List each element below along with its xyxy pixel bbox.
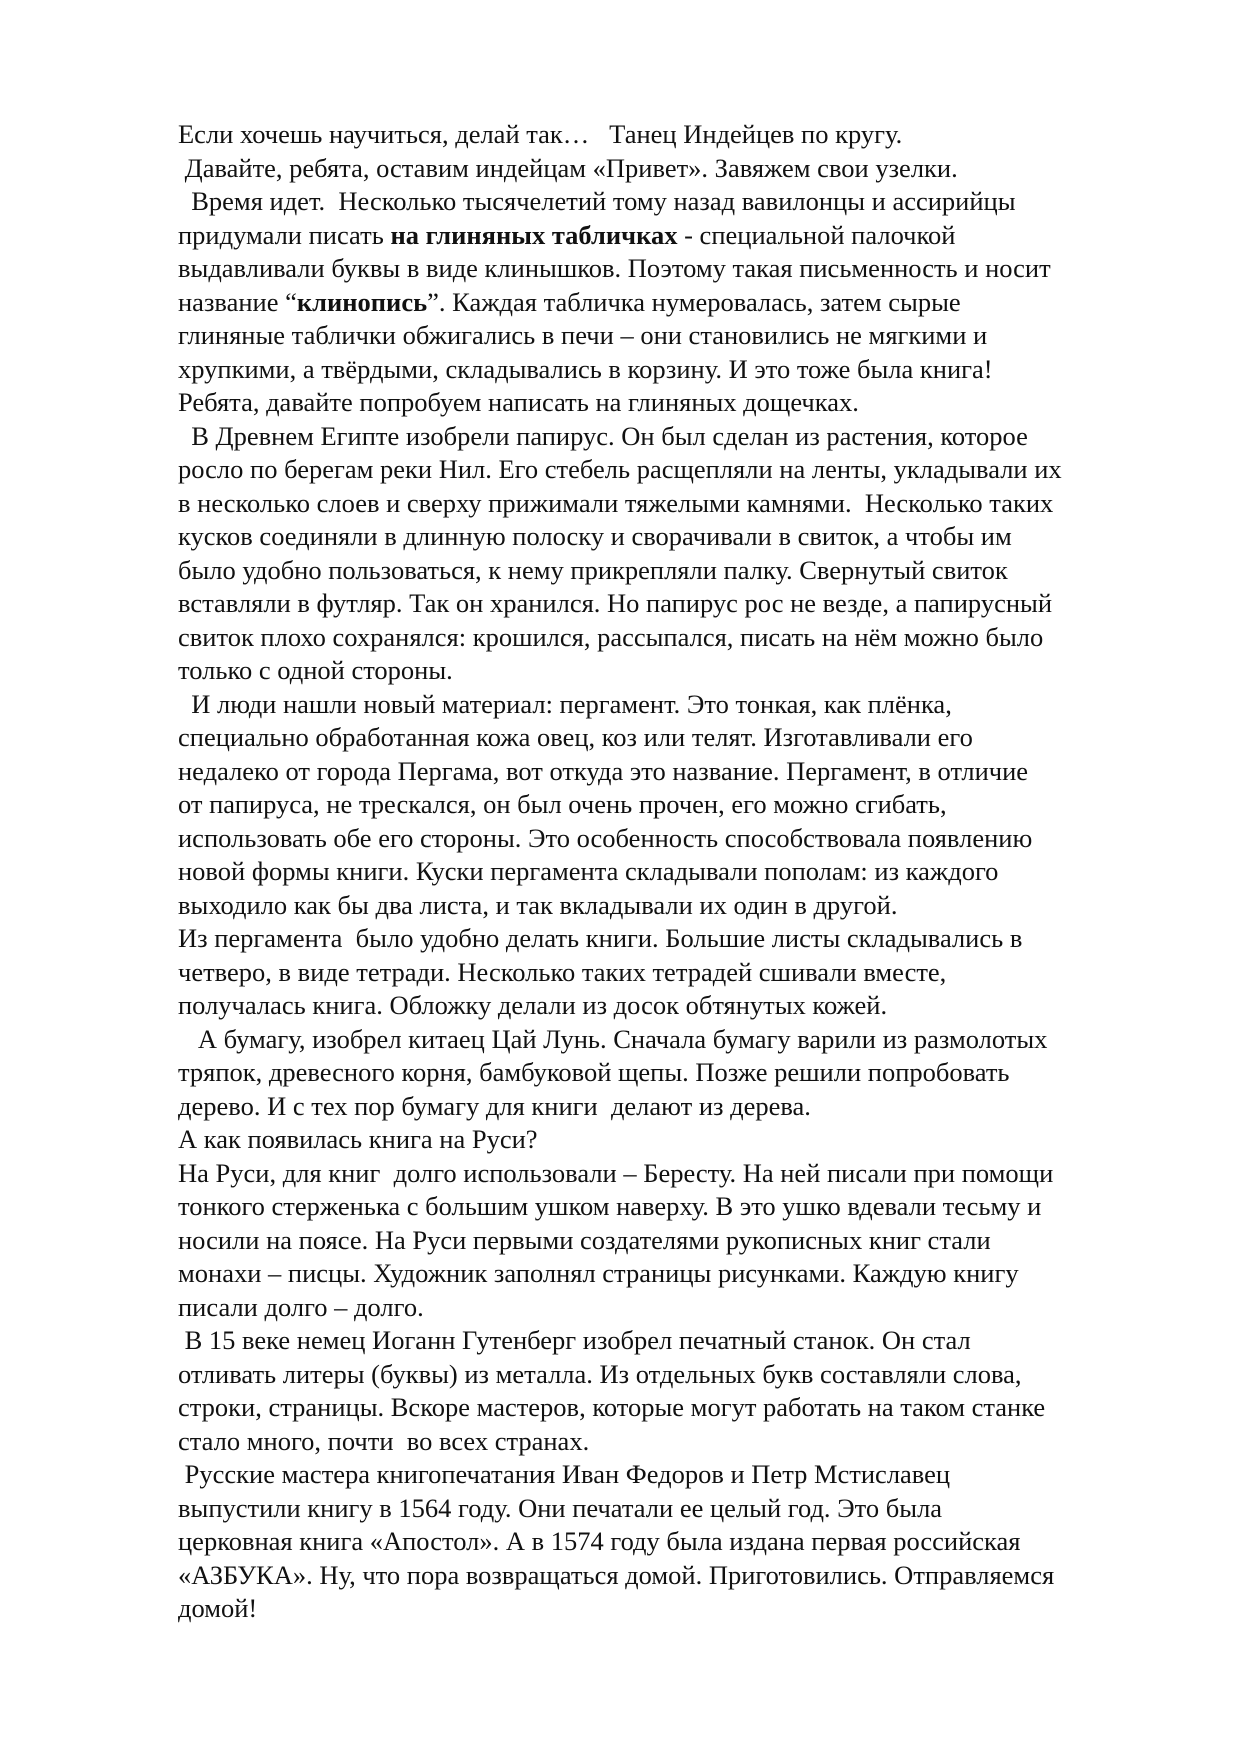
text-line: [178, 1559, 1168, 1593]
text-line: [178, 654, 1168, 688]
text-segment: строки, страницы. Вскоре мастеров, которые могут работать на таком станке: [178, 1392, 1046, 1422]
text-segment: отливать литеры (буквы) из металла. Из отдельных букв составляли слова,: [178, 1358, 1022, 1389]
bold-text-segment: клинопись: [296, 286, 428, 317]
text-line: [178, 1425, 1168, 1459]
text-segment: А как появилась книга на Руси?: [178, 1124, 538, 1154]
text-segment: - специальной палочкой: [677, 219, 956, 250]
text-segment: В 15 веке немец Иоганн Гутенберг изобрел печатный станок. Он стал: [178, 1325, 971, 1355]
text-line: [178, 788, 1168, 822]
text-segment: росло по берегам реки Нил. Его стебель расщепляли на ленты, укладывали их: [178, 454, 1062, 484]
text-segment: новой формы книги. Куски пергамента складывали пополам: из каждого: [178, 856, 999, 886]
text-line: [178, 286, 1168, 320]
text-line: [178, 1056, 1168, 1090]
text-segment: хрупкими, а твёрдыми, складывались в корзину. И это тоже была книга!: [178, 353, 993, 384]
text-line: [178, 889, 1168, 923]
text-segment: недалеко от города Пергама, вот откуда это название. Пергамент, в отличие: [178, 755, 1029, 786]
text-line: [178, 1123, 1168, 1157]
text-line: [178, 721, 1168, 755]
text-segment: дерево. И с тех пор бумагу для книги делают из дерева.: [178, 1090, 811, 1121]
text-line: [178, 989, 1168, 1023]
text-line: [178, 1525, 1168, 1559]
text-line: [178, 1291, 1168, 1325]
text-segment: Ребята, давайте попробуем написать на глиняных дощечках.: [178, 387, 859, 417]
text-segment: только с одной стороны.: [178, 655, 453, 685]
text-line: [178, 1358, 1168, 1392]
text-line: [178, 386, 1168, 420]
text-line: [178, 1023, 1168, 1057]
text-line: [178, 755, 1168, 789]
text-line: [178, 688, 1168, 722]
text-line: [178, 487, 1168, 521]
text-line: [178, 1257, 1168, 1291]
text-line: [178, 1391, 1168, 1425]
text-line: [178, 1224, 1168, 1258]
text-segment: вставляли в футляр. Так он хранился. Но папирус рос не везде, а папирусный: [178, 588, 1052, 618]
text-segment: стало много, почти во всех странах.: [178, 1425, 590, 1456]
text-segment: выпустили книгу в 1564 году. Они печатали ее целый год. Это была: [178, 1492, 943, 1523]
text-segment: название “: [178, 286, 297, 317]
text-segment: монахи – писцы. Художник заполнял страницы рисунками. Каждую книгу: [178, 1258, 1019, 1288]
text-segment: использовать обе его стороны. Это особенность способствовала появлению: [178, 822, 1033, 853]
text-line: [178, 319, 1168, 353]
text-line: [178, 822, 1168, 856]
text-line: [178, 554, 1168, 588]
text-line: [178, 956, 1168, 990]
text-segment: кусков соединяли в длинную полоску и сворачивали в свиток, а чтобы им: [178, 521, 1012, 551]
text-segment: И люди нашли новый материал: пергамент. Это тонкая, как плёнка,: [178, 688, 952, 719]
text-line: [178, 1090, 1168, 1124]
text-line: [178, 1492, 1168, 1526]
text-segment: На Руси, для книг долго использовали – Бересту. На ней писали при помощи: [178, 1157, 1054, 1188]
text-line: [178, 1592, 1168, 1626]
text-line: [178, 621, 1168, 655]
text-line: [178, 219, 1168, 253]
text-line: [178, 118, 1168, 152]
text-segment: выходило как бы два листа, и так вкладывали их один в другой.: [178, 889, 898, 920]
text-segment: церковная книга «Апостол». А в 1574 году была издана первая российская: [178, 1526, 1021, 1556]
text-segment: Русские мастера книгопечатания Иван Федоров и Петр Мстиславец: [178, 1459, 951, 1489]
text-line: [178, 587, 1168, 621]
text-line: [178, 1458, 1168, 1492]
text-line: [178, 1190, 1168, 1224]
text-segment: выдавливали буквы в виде клинышков. Поэтому такая письменность и носит: [178, 253, 1051, 283]
text-segment: было удобно пользоваться, к нему прикрепляли палку. Свернутый свиток: [178, 554, 1008, 585]
text-segment: Из пергамента было удобно делать книги. Большие листы складывались в: [178, 923, 1023, 953]
text-line: [178, 1157, 1168, 1191]
text-segment: глиняные таблички обжигались в печи – они становились не мягкими и: [178, 320, 988, 350]
text-line: [178, 520, 1168, 554]
text-segment: специально обработанная кожа овец, коз или телят. Изготавливали его: [178, 722, 973, 752]
text-line: [178, 855, 1168, 889]
text-line: [178, 252, 1168, 286]
text-line: [178, 420, 1168, 454]
text-segment: в несколько слоев и сверху прижимали тяжелыми камнями. Несколько таких: [178, 487, 1054, 518]
text-line: [178, 922, 1168, 956]
text-line: [178, 152, 1168, 186]
text-segment: от папируса, не трескался, он был очень прочен, его можно сгибать,: [178, 789, 947, 819]
text-line: [178, 453, 1168, 487]
text-segment: В Древнем Египте изобрели папирус. Он был сделан из растения, которое: [178, 420, 1028, 451]
text-segment: придумали писать: [178, 219, 391, 250]
text-segment: домой!: [178, 1593, 258, 1623]
text-segment: свиток плохо сохранялся: крошился, рассыпался, писать на нём можно было: [178, 621, 1044, 652]
text-segment: носили на поясе. На Руси первыми создателями рукописных книг стали: [178, 1224, 991, 1255]
text-segment: ”. Каждая табличка нумеровалась, затем сырые: [427, 286, 961, 317]
document-text: [178, 118, 1168, 1626]
text-segment: тонкого стерженька с большим ушком наверху. В это ушко вдевали тесьму и: [178, 1191, 1042, 1221]
text-segment: Если хочешь научиться, делай так… Танец Индейцев по кругу.: [178, 119, 903, 149]
text-segment: тряпок, древесного корня, бамбуковой щепы. Позже решили попробовать: [178, 1057, 1010, 1087]
text-segment: А бумагу, изобрел китаец Цай Лунь. Сначала бумагу варили из размолотых: [178, 1023, 1048, 1054]
bold-text-segment: на глиняных табличках: [390, 219, 678, 250]
text-line: [178, 353, 1168, 387]
text-segment: писали долго – долго.: [178, 1291, 424, 1322]
text-segment: четверо, в виде тетради. Несколько таких тетрадей сшивали вместе,: [178, 956, 947, 987]
text-segment: Время идет. Несколько тысячелетий тому назад вавилонцы и ассирийцы: [178, 186, 1016, 216]
text-segment: Давайте, ребята, оставим индейцам «Привет». Завяжем свои узелки.: [178, 152, 958, 183]
text-segment: получалась книга. Обложку делали из досок обтянутых кожей.: [178, 990, 888, 1020]
text-line: [178, 1324, 1168, 1358]
text-line: [178, 185, 1168, 219]
text-segment: «АЗБУКА». Ну, что пора возвращаться домой. Приготовились. Отправляемся: [178, 1559, 1055, 1590]
